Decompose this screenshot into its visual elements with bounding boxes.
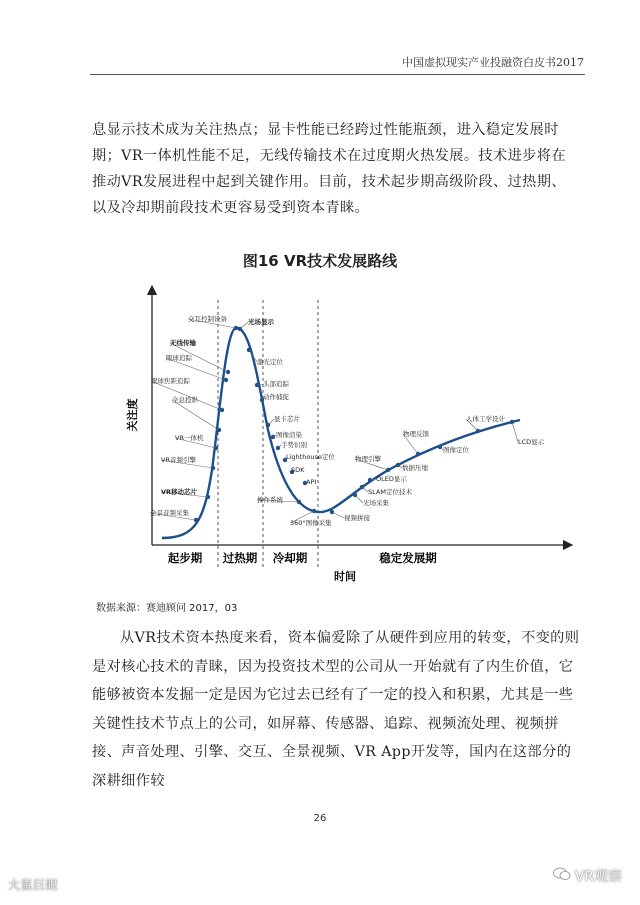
curve-label: 物理引擎 — [355, 455, 381, 463]
data-source: 数据来源：赛迪顾问 2017，03 — [96, 603, 238, 614]
label-leaders — [150, 319, 518, 523]
watermark-right — [553, 866, 622, 886]
curve-label: 全息投影 — [172, 396, 198, 404]
curve-label: 物理反馈 — [403, 430, 429, 438]
curve-label: API — [306, 478, 317, 486]
curve-label: VR移动芯片 — [161, 488, 198, 496]
curve-label: 图像渲染 — [276, 431, 302, 439]
curve-label: 头部追踪 — [263, 380, 289, 388]
curve-label: 手势识别 — [281, 441, 307, 449]
curve-label: 人体工学设计 — [466, 415, 505, 423]
curve-label: Lighthouse定位 — [286, 453, 335, 461]
wechat-icon — [553, 867, 571, 885]
phase-label-cooling: 冷却期 — [272, 551, 308, 565]
curve-label: 360°图像采集 — [290, 519, 332, 527]
curve-label: 显卡芯片 — [274, 415, 300, 423]
leader-line — [355, 495, 363, 503]
curve-label: 眼球追踪 — [166, 354, 192, 362]
phase-label-stable: 稳定发展期 — [379, 551, 437, 565]
curve-label: 光场显示 — [248, 318, 274, 326]
curve-label: LCD显示 — [518, 438, 545, 446]
running-header: 中国虚拟现实产业投融资白皮书2017 — [402, 56, 584, 69]
curve-label: 图像定位 — [443, 446, 469, 454]
leader-line — [240, 322, 248, 329]
curve-label: 激光定位 — [257, 358, 283, 366]
curve-label: VR一体机 — [175, 434, 204, 442]
curve-label: SDK — [291, 466, 305, 474]
y-axis-label: 关注度 — [126, 398, 139, 432]
watermark-left: 大鼠巨眼 — [8, 878, 59, 892]
curve-label: SLAM定位技术 — [368, 488, 412, 496]
curve-label: 数据压缩 — [402, 464, 428, 472]
paragraph-2: 从VR技术资本热度来看，资本偏爱除了从硬件到应用的转变，不变的则是对核心技术的青睐，因为投资技术型的公司从一开始就有了内生价值，它能够被资本发掘一定是因为它过去已经有了一定的投入和积累，尤其是一些关键性技术节点上的公司，如屏幕、传感器、追踪、视频流处理、视频拼接、声音处理、引擎、交互、全景视频、VR App开发等，国内在这部分的深耕细作较 — [92, 630, 580, 789]
figure-title: 图16 VR技术发展路线 — [242, 252, 398, 270]
curve-label: 视频拼接 — [344, 514, 370, 522]
curve-label: VR音频引擎 — [161, 456, 196, 464]
curve-label: 眼球焦距追踪 — [151, 377, 190, 385]
curve-label: 动作捕捉 — [263, 393, 289, 401]
curve-label: 操作系统 — [257, 496, 283, 504]
page-number: 26 — [313, 813, 327, 824]
curve-label: 交互控制设备 — [188, 315, 227, 323]
leader-line — [172, 400, 219, 430]
curve-label: 无线传输 — [170, 339, 196, 347]
phase-label-overheat: 过热期 — [222, 551, 258, 565]
leader-line — [332, 512, 344, 518]
paragraph-1: 息显示技术成为关注热点；显卡性能已经跨过性能瓶颈，进入稳定发展时期；VR一体机性能不足，无线传输技术在过度期火热发展。技术进步将在推动VR发展进程中起到关键作用。目前，技术起步期高级阶段、过热期、以及冷却期前段技术更容易受到资本青睐。 — [92, 122, 566, 216]
curve-labels — [150, 314, 545, 527]
curve-label: 光场采集 — [363, 499, 389, 507]
curve-label: 全景音频采集 — [150, 509, 189, 517]
curve-label: OLED显示 — [376, 475, 407, 483]
hype-curve — [162, 328, 520, 538]
axes — [152, 290, 568, 545]
x-axis-label: 时间 — [334, 570, 356, 583]
watermark-right-text: VR观察 — [574, 869, 622, 885]
phase-label-startup: 起步期 — [167, 551, 203, 565]
